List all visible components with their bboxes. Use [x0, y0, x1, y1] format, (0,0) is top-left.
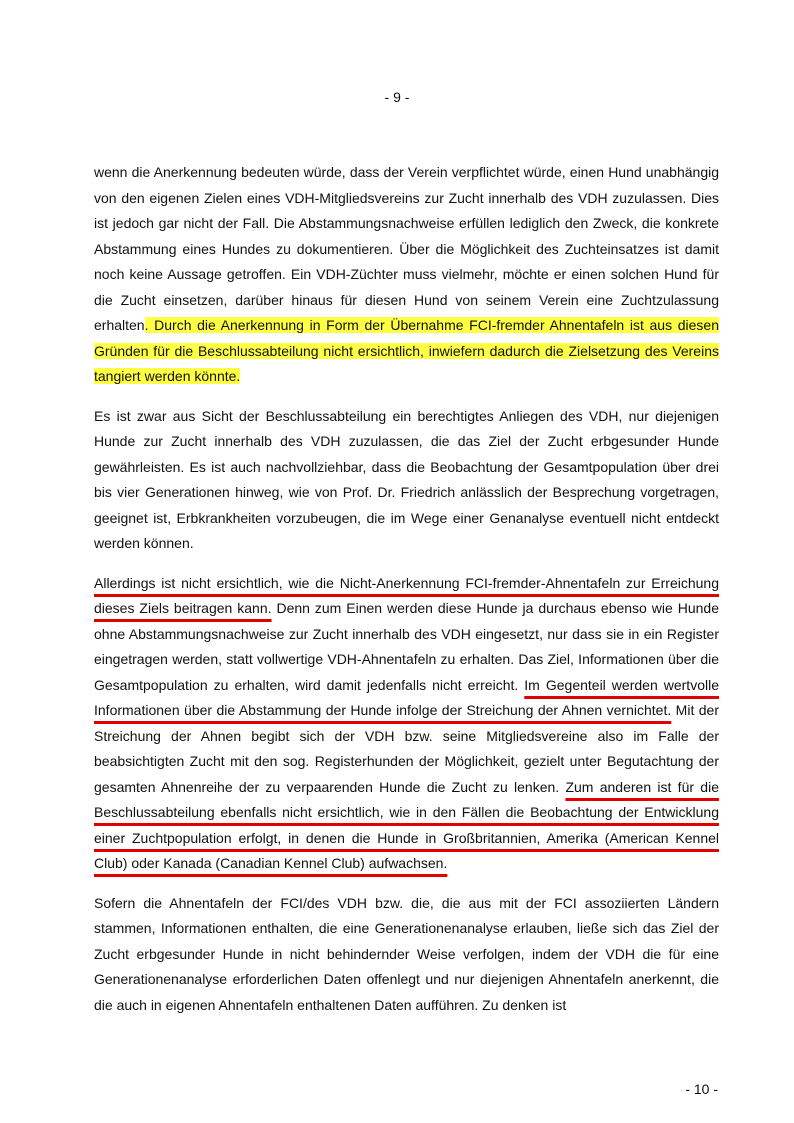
paragraph-3-text-2: Mit der Streichung der Ahnen begibt sich der VDH bzw. seine Mitgliedsvereine also im Falle der beabsichtigten Zucht mit den sog. Registerhunden der Möglichkeit, gezielt unter Begutachtung der gesamten Ahnenreihe der zu verpaarenden Hunde die Zucht zu lenken. — [94, 702, 719, 795]
paragraph-3 — [94, 571, 719, 877]
page-number-bottom: - 10 - — [685, 1081, 718, 1097]
underlined-passage-1: Allerdings ist nicht ersichtlich, wie die Nicht-Anerkennung FCI-fremder-Ahnentafeln zur Erreichung dieses Ziels beitragen kann. — [94, 574, 719, 616]
underlined-passage-3: Zum anderen ist für die Beschlussabteilung ebenfalls nicht ersichtlich, wie in den Fällen die Beobachtung der Entwicklung einer Zuchtpopulation erfolgt, in denen die Hunde in Großbritannien, Amerika (American Kennel Club) oder Kanada (Canadian Kennel Club) aufwachsen — [94, 778, 719, 871]
paragraph-3-period: . — [443, 855, 448, 871]
paragraph-4: Sofern die Ahnentafeln der FCI/des VDH bzw. die, die aus mit der FCI assoziierten Ländern stammen, Informationen enthalten, die eine Generationenanalyse erlauben, ließe sich das Ziel der Zucht erbgesunder Hunde in nicht behindernder Weise verfolgen, indem der VDH die für eine Generationenanalyse erforderlichen Daten offenlegt und nur diejenigen Ahnentafeln anerkennt, die die auch in eigenen Ahnentafeln enthaltenen Daten aufführen. Zu denken ist — [94, 894, 719, 1013]
highlighted-passage: . Durch die Anerkennung in Form der Übernahme FCI-fremder Ahnentafeln ist aus diesen Gründen für die Beschlussabteilung nicht ersichtlich, inwiefern dadurch die Zielsetzung des Vereins tangiert werden könnte. — [94, 317, 719, 384]
page-number-top: - 9 - — [384, 89, 410, 105]
paragraph-3-text-1: Denn zum Einen werden diese Hunde ja durchaus ebenso wie Hunde ohne Abstammungsnachweise zur Zucht innerhalb des VDH eingesetzt, nur dass sie in ein Register eingetragen werden, statt vollwertige VDH-Ahnentafeln zu erhalten. Das Ziel, Informationen über die Gesamtpopulation zu erhalten, wird damit jedenfalls nicht erreicht. — [94, 600, 719, 693]
paragraph-1 — [94, 160, 719, 390]
document-body — [94, 160, 719, 1032]
underlined-passage-2: Im Gegenteil werden wertvolle Informationen über die Abstammung der Hunde infolge der Streichung der Ahnen vernichtet. — [94, 676, 719, 718]
paragraph-1-text: wenn die Anerkennung bedeuten würde, dass der Verein verpflichtet würde, einen Hund unabhängig von den eigenen Zielen eines VDH-Mitgliedsvereins zur Zucht innerhalb des VDH zuzulassen. Dies ist jedoch gar nicht der Fall. Die Abstammungsnachweise erfüllen lediglich den Zweck, die konkrete Abstammung eines Hundes zu dokumentieren. Über die Möglichkeit des Zuchteinsatzes ist damit noch keine Aussage getroffen. Ein VDH-Züchter muss vielmehr, möchte er einen solchen Hund für die Zucht einsetzen, darüber hinaus für diesen Hund von seinem Verein eine Zuchtzulassung erhalten — [94, 164, 719, 333]
paragraph-2: Es ist zwar aus Sicht der Beschlussabteilung ein berechtigtes Anliegen des VDH, nur diejenigen Hunde zur Zucht innerhalb des VDH zuzulassen, die das Ziel der Zucht erbgesunder Hunde gewährleisten. Es ist auch nachvollziehbar, dass die Beobachtung der Gesamtpopulation über drei bis vier Generationen hinweg, wie von Prof. Dr. Friedrich anlässlich der Besprechung vorgetragen, geeignet ist, Erbkrankheiten vorzubeugen, die im Wege einer Genanalyse eventuell nicht entdeckt werden können. — [94, 407, 719, 551]
